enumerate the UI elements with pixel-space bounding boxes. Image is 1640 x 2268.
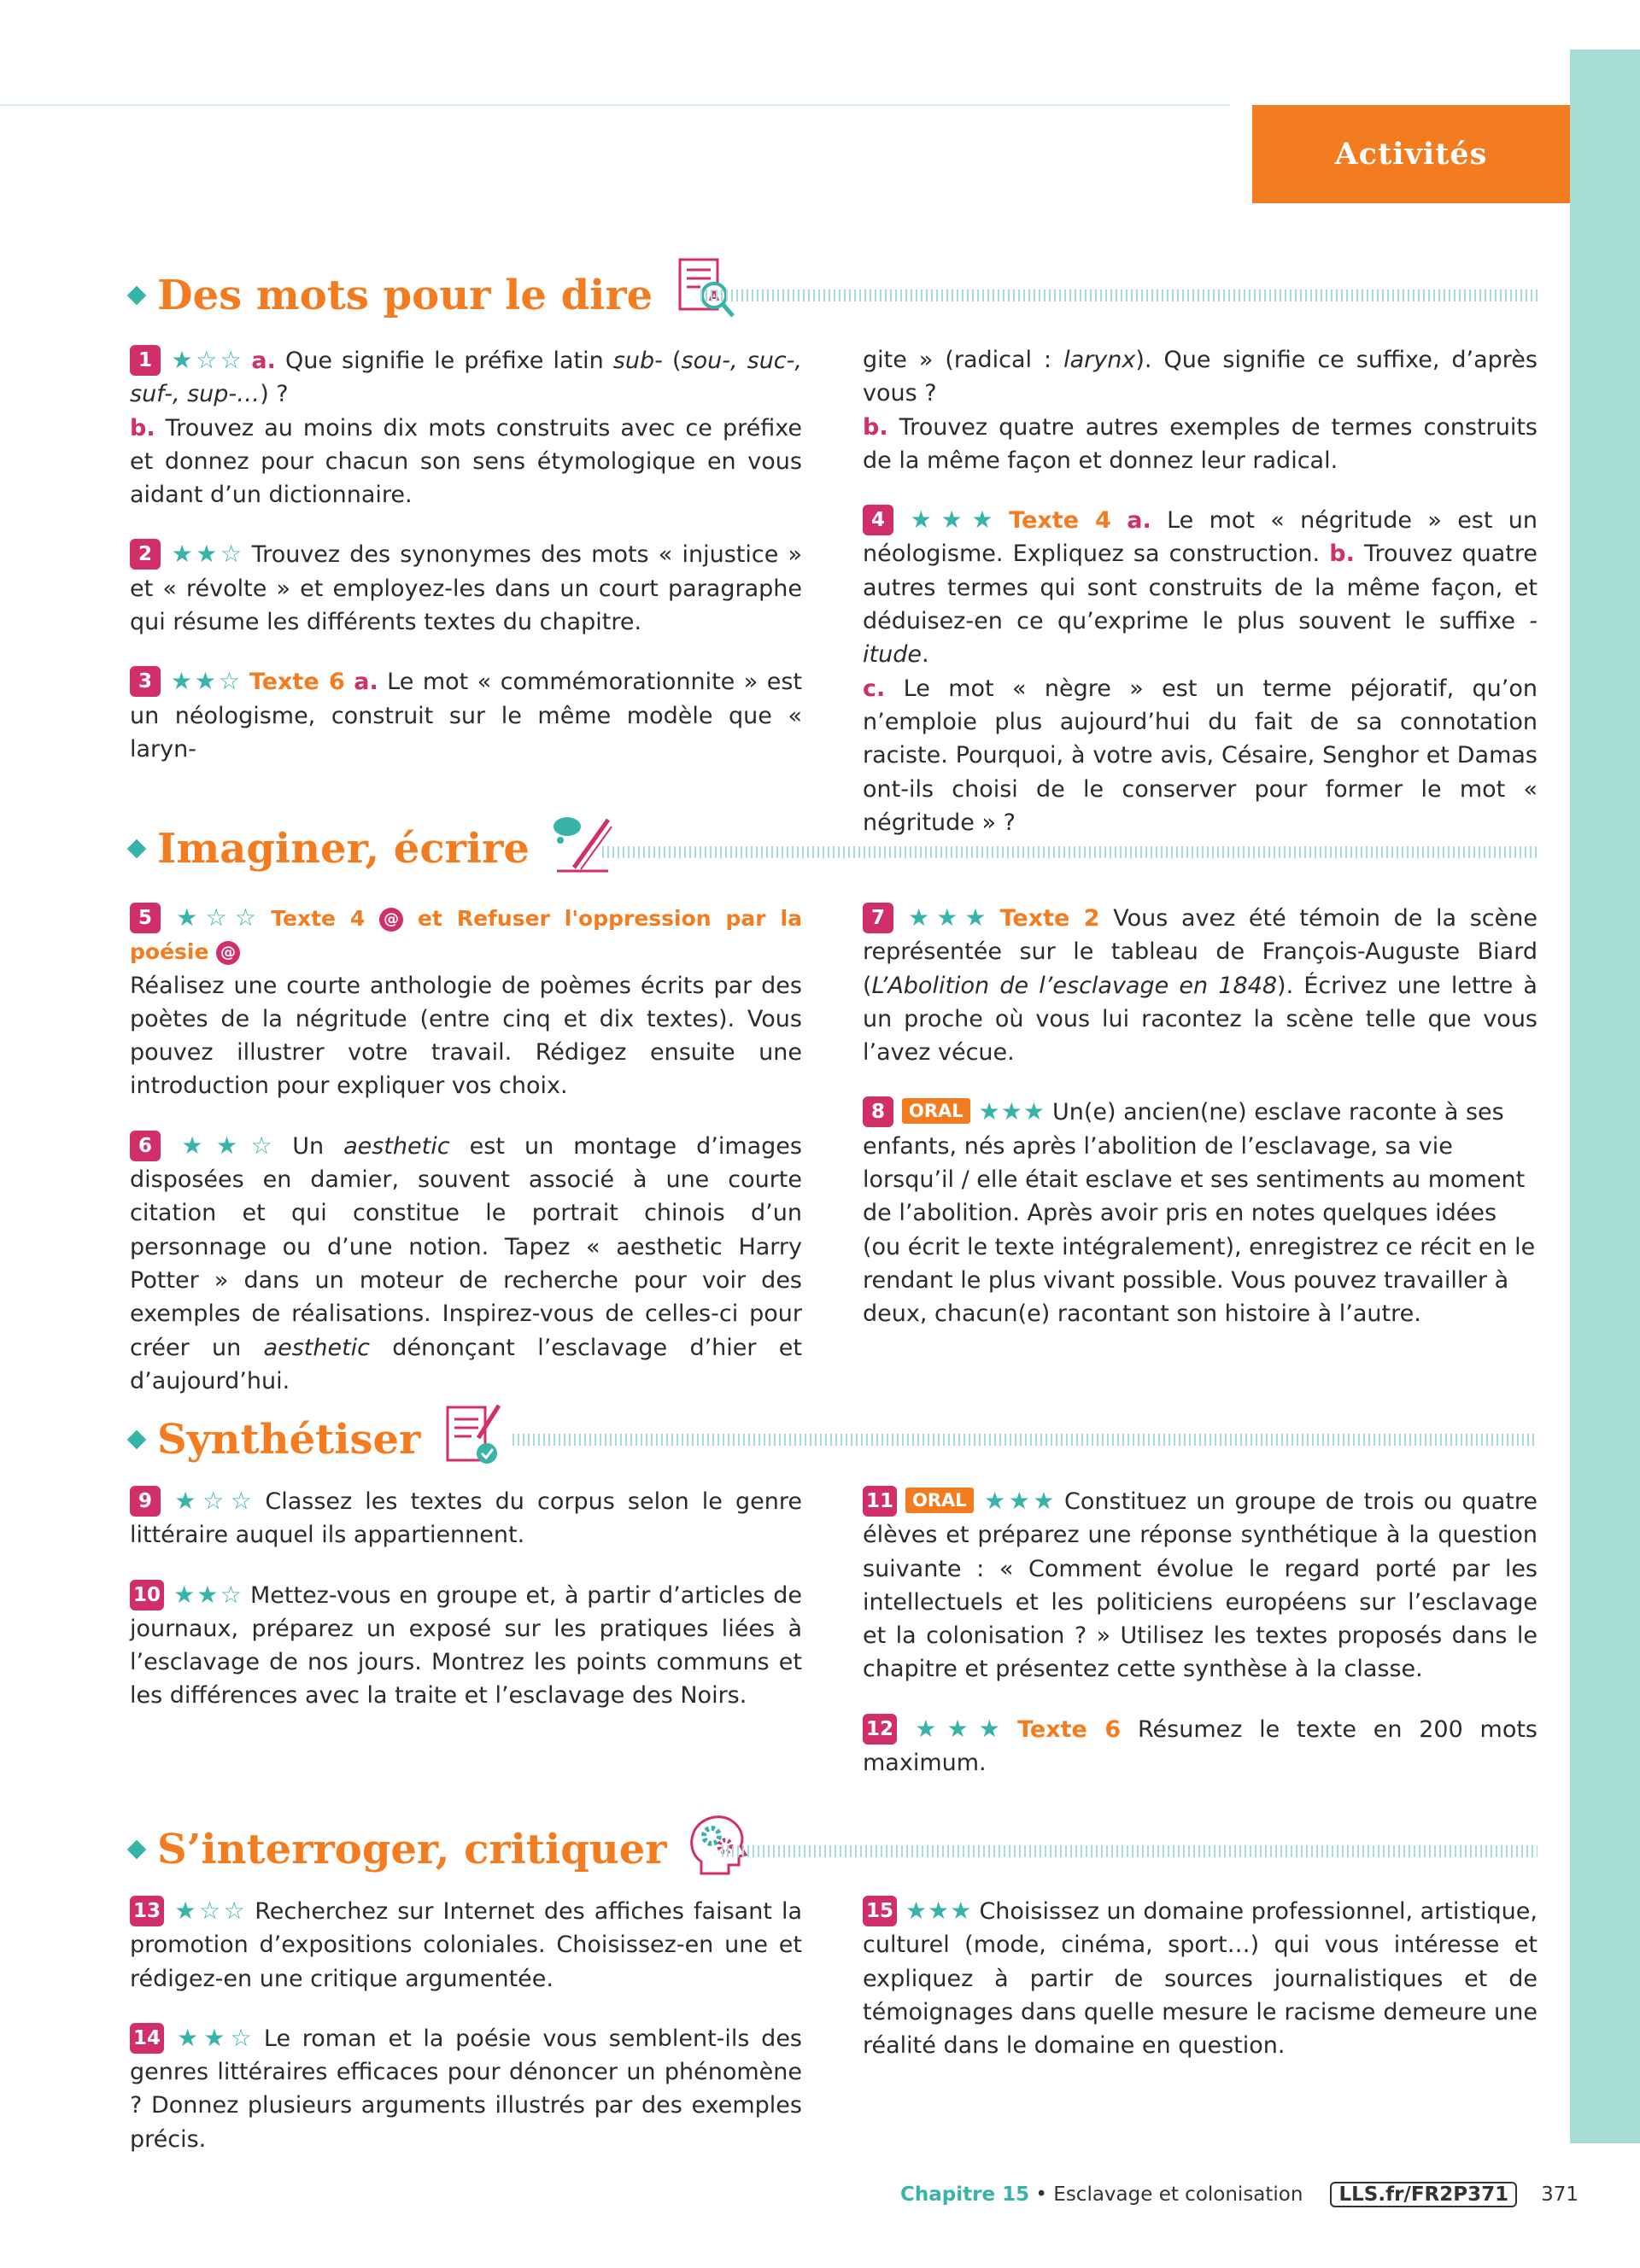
text: Réalisez une courte anthologie de poèmes écrits par des poètes de la négritude (entre cinq et dix textes). Vous pouvez illustrer votre travail. Rédigez ensuite une introduction pour expliquer vos choix. (130, 972, 802, 1100)
oral-badge: ORAL (905, 1488, 974, 1513)
dashed-rule (602, 845, 1538, 859)
dashed-rule (722, 1844, 1538, 1858)
footer-chapter: Chapitre 15 (900, 2183, 1030, 2206)
star-rating: ★★★ (905, 1897, 973, 1925)
italic-text: aesthetic (343, 1132, 450, 1160)
star-rating: ★★☆ (169, 1131, 286, 1160)
exercise-3 (130, 664, 802, 766)
text: Constituez un groupe de trois ou quatre élèves et préparez une réponse synthétique à la question suivante : « Comment évolue le regard porté par les intellectuels et les politiciens européens sur l’esclavage et la colonisation ? » Utilisez les textes proposés dans le chapitre et présentez cette synthèse à la classe. (863, 1488, 1538, 1683)
diamond-bullet (127, 286, 147, 306)
section3-left (130, 1484, 802, 1739)
section-heading: Synthétiser (157, 1416, 421, 1464)
star-rating: ★★★ (902, 506, 1003, 535)
section3-right (863, 1484, 1538, 1805)
text: Choisissez un domaine professionnel, artistique, culturel (mode, cinéma, sport…) qui vous intéresse et expliquez à partir de sources journalistiques et de témoignages dans quelle mesure le racisme demeure une réalité dans le domaine en question. (863, 1898, 1538, 2060)
exercise-3-continued (863, 343, 1538, 477)
exercise-number: 6 (130, 1131, 161, 1161)
text: Vous avez été témoin de la scène représentée sur le tableau de François-Auguste Biard ( (863, 905, 1538, 999)
text: Résumez le texte en 200 mots maximum. (863, 1716, 1538, 1777)
label-a: a. (354, 669, 378, 696)
section1-left (130, 343, 802, 792)
section-title-imaginer (130, 811, 617, 886)
exercise-10 (130, 1578, 802, 1713)
exercise-13 (130, 1894, 802, 1996)
star-rating: ★★☆ (169, 667, 243, 696)
dashed-rule (512, 1433, 1538, 1447)
label-a: a. (1127, 507, 1151, 535)
section2-left (130, 901, 802, 1423)
exercise-11 (863, 1484, 1538, 1686)
text: Classez les textes du corpus selon le genre littéraire auquel ils appartiennent. (130, 1488, 802, 1549)
section-heading: Imaginer, écrire (157, 825, 530, 873)
text-reference: Texte 4 (271, 906, 366, 931)
text: Mettez-vous en groupe et, à partir d’articles de journaux, préparez un exposé sur les pratiques liées à l’esclavage de nos jours. Montrez les points communs et les différences avec la traite et l’esclavage des Noirs. (130, 1581, 802, 1710)
text: ). Que signifie ce suffixe, d’après vous ? (863, 347, 1538, 407)
text: Un(e) ancien(ne) esclave raconte à ses enfants, nés après l’abolition de l’esclavage, sa vie lorsqu’il / elle était esclave et ses sentiments au moment de l’abolition. Après avoir pris en notes quelques idées (ou écrit le texte intégralement), enregistrez ce récit en le rendant le plus vivant possible. Vous pouvez travailler à deux, chacun(e) racontant son histoire à l’autre. (863, 1099, 1536, 1328)
star-rating: ★☆☆ (173, 1897, 249, 1925)
label-b: b. (1329, 541, 1355, 568)
star-rating: ★★★ (905, 1714, 1011, 1743)
text-reference: Texte 6 (249, 669, 345, 696)
text: Recherchez sur Internet des affiches faisant la promotion d’expositions coloniales. Choisissez-en une et rédigez-en une critique argumentée. (130, 1898, 802, 1992)
exercise-6 (130, 1129, 802, 1398)
exercise-number: 12 (863, 1714, 897, 1745)
text: Le mot « négritude » est un néologisme. Expliquez sa construction. (863, 507, 1538, 568)
star-rating: ★★★ (978, 1097, 1046, 1126)
exercise-15 (863, 1894, 1538, 2062)
text: dénonçant l’esclavage d’hier et d’aujourd’hui. (130, 1334, 802, 1394)
text: Que signifie le préfixe latin (275, 348, 613, 374)
italic-text: sub- (612, 348, 663, 374)
text: ) ? (260, 381, 289, 408)
label-b: b. (130, 414, 155, 441)
exercise-number: 5 (130, 903, 161, 933)
text: Trouvez des synonymes des mots « injustice » et « révolte » et employez-les dans un court paragraphe qui résume les différents textes du chapitre. (130, 541, 802, 636)
dashed-rule (700, 289, 1538, 302)
exercise-number: 4 (863, 505, 893, 535)
text: est un montage d’images disposées en damier, souvent associé à une courte citation et qui constitue le portrait chinois d’un personnage ou d’une notion. Tapez « aesthetic Harry Potter » dans un moteur de recherche pour voir des exemples de réalisations. Inspirez-vous de celles-ci pour créer un (130, 1132, 802, 1361)
footer-separator: • (1029, 2183, 1054, 2206)
label-a: a. (251, 348, 276, 374)
text: Le mot « nègre » est un terme péjoratif, qu’on n’emploie plus aujourd’hui du fait de sa connotation raciste. Pourquoi, à votre avis, Césaire, Senghor et Damas ont-ils choisi de le conserver pour former le mot « négritude » ? (863, 675, 1538, 836)
exercise-7 (863, 901, 1538, 1069)
section-title-synthetiser (130, 1400, 504, 1479)
exercise-number: 15 (863, 1896, 897, 1926)
italic-text: -itude (863, 608, 1538, 669)
side-band (1570, 50, 1640, 2143)
exercise-9 (130, 1484, 802, 1552)
exercise-14 (130, 2021, 802, 2156)
section4-right (863, 1894, 1538, 2088)
text: ( (662, 348, 682, 374)
text-reference: Texte 6 (1017, 1716, 1122, 1743)
exercise-number: 1 (130, 345, 161, 376)
oral-badge: ORAL (902, 1098, 970, 1124)
exercise-number: 13 (130, 1896, 164, 1926)
section-heading: S’interroger, critiquer (157, 1826, 667, 1873)
page-number: 371 (1541, 2183, 1579, 2206)
text-reference: et Refuser l'oppression par la poésie (130, 906, 802, 965)
text: Le roman et la poésie vous semblent-ils des genres littéraires efficaces pour dénoncer un phénomène ? Donnez plusieurs arguments illustrés par des exemples précis. (130, 2025, 803, 2153)
web-resource-icon[interactable]: @ (379, 908, 403, 932)
diamond-bullet (127, 1430, 147, 1450)
exercise-1 (130, 343, 802, 511)
exercise-5 (130, 901, 802, 1103)
exercise-8 (863, 1095, 1538, 1330)
italic-text: L’Abolition de l’esclavage en 1848 (871, 972, 1278, 999)
footer-chapter-title: Esclavage et colonisation (1053, 2183, 1303, 2206)
exercise-2 (130, 537, 802, 639)
exercise-4 (863, 503, 1538, 839)
footer-link[interactable]: LLS.fr/FR2P371 (1330, 2182, 1517, 2207)
section2-right (863, 901, 1538, 1357)
italic-text: aesthetic (263, 1334, 370, 1361)
text: . (921, 641, 929, 669)
web-resource-icon[interactable]: @ (216, 941, 240, 965)
text-reference: Texte 4 (1009, 507, 1111, 535)
exercise-number: 14 (130, 2023, 164, 2054)
exercise-number: 10 (130, 1580, 164, 1610)
exercise-number: 2 (130, 539, 161, 570)
text: ). Écrivez une lettre à un proche où vous lui racontez la scène telle que vous l’avez vécue. (863, 972, 1538, 1067)
svg-text:A: A (709, 288, 720, 304)
star-rating: ★☆☆ (169, 346, 245, 374)
exercise-12 (863, 1712, 1538, 1780)
section-heading: Des mots pour le dire (157, 272, 653, 319)
text: Le mot « commémorationnite » est un néologisme, construit sur le même modèle que « laryn- (130, 669, 802, 763)
star-rating: ★★☆ (169, 540, 245, 569)
exercise-number: 9 (130, 1486, 161, 1517)
exercise-number: 7 (863, 903, 893, 933)
exercise-number: 3 (130, 666, 161, 697)
section4-left (130, 1894, 802, 2182)
checklist-icon (444, 1400, 504, 1479)
text: Trouvez au moins dix mots construits avec ce préfixe et donnez pour chacun son sens étymologique en vous aidant d’un dictionnaire. (130, 414, 802, 509)
text: Un (292, 1132, 344, 1160)
activities-tab: Activités (1252, 105, 1570, 203)
section-title-interroger (130, 1810, 751, 1889)
star-rating: ★☆☆ (169, 1487, 259, 1515)
section1-right (863, 343, 1538, 865)
diamond-bullet (127, 839, 147, 859)
italic-text: sou-, suc-, suf-, sup-… (130, 348, 802, 408)
page-footer (900, 2182, 1578, 2207)
label-b: b. (863, 413, 888, 441)
label-c: c. (863, 675, 886, 702)
exercise-number: 11 (863, 1486, 897, 1517)
exercise-number: 8 (863, 1096, 893, 1127)
star-rating: ★★★ (981, 1487, 1058, 1515)
star-rating: ★★☆ (173, 1580, 243, 1609)
section-title-mots (130, 256, 736, 335)
star-rating: ★★★ (902, 903, 993, 932)
text: gite » (radical : (863, 347, 1064, 373)
italic-text: larynx (1063, 347, 1136, 373)
text: Trouvez quatre autres termes qui sont construits de la même façon, et déduisez-en ce qu’exprime le plus souvent le suffixe (863, 541, 1538, 635)
top-rule (0, 104, 1230, 106)
text-reference: Texte 2 (999, 905, 1100, 932)
star-rating: ★★☆ (173, 2023, 257, 2052)
diamond-bullet (127, 1840, 147, 1860)
text: Trouvez quatre autres exemples de termes construits de la même façon et donnez leur radical. (863, 413, 1538, 474)
star-rating: ★☆☆ (169, 903, 265, 932)
